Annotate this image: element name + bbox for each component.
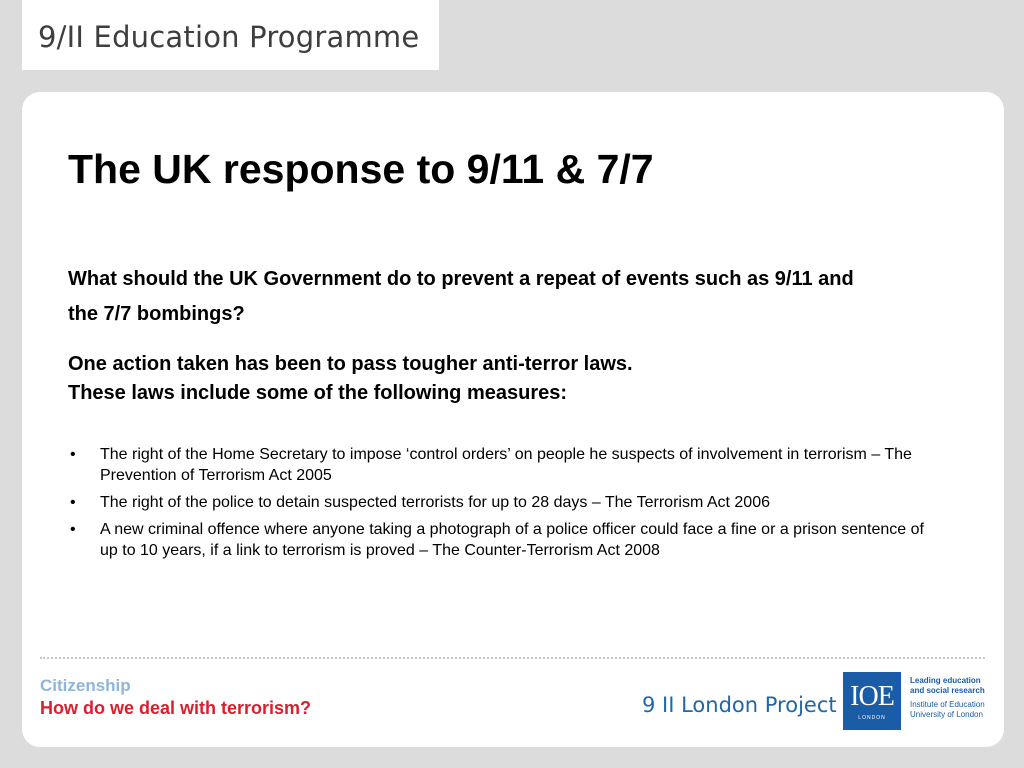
measures-list	[68, 444, 928, 567]
tagline-line-1: Leading education	[910, 676, 981, 685]
ioe-logo	[843, 672, 901, 730]
header-tab	[22, 0, 439, 70]
list-item	[68, 444, 928, 486]
slide-title: The UK response to 9/11 & 7/7	[68, 146, 654, 192]
list-item	[68, 519, 928, 561]
project-name: 9 II London Project	[642, 693, 837, 717]
subject-label: Citizenship	[40, 676, 131, 695]
intro-line-1: One action taken has been to pass tougher anti-terror laws.	[68, 353, 633, 375]
ioe-tagline	[910, 676, 1000, 720]
list-item-text: The right of the Home Secretary to impose ‘control orders’ on people he suspects of involvement in terrorism – The Prevention of Terrorism Act 2005	[100, 446, 912, 484]
footer-divider	[40, 657, 985, 659]
intro-text	[68, 350, 908, 408]
bullet-icon: •	[70, 521, 76, 538]
institute-line-2: University of London	[910, 710, 983, 719]
bullet-icon: •	[70, 494, 76, 511]
programme-title: 9/II Education Programme	[38, 20, 420, 54]
ioe-logo-letters: IOE	[850, 681, 894, 712]
list-item-text: The right of the police to detain suspected terrorists for up to 28 days – The Terrorism Act 2006	[100, 494, 770, 511]
intro-line-2: These laws include some of the following measures:	[68, 382, 568, 404]
question-text: What should the UK Government do to prevent a repeat of events such as 9/11 and the 7/7 bombings?	[68, 268, 854, 325]
list-item-text: A new criminal offence where anyone taking a photograph of a police officer could face a fine or a prison sentence of up to 10 years, if a link to terrorism is proved – The Counter-Terrorism Act 2008	[100, 521, 924, 559]
tagline-line-2: and social research	[910, 686, 985, 695]
ioe-logo-city: LONDON	[858, 715, 886, 721]
list-item	[68, 492, 928, 513]
topic-label: How do we deal with terrorism?	[40, 698, 312, 718]
institute-line-1: Institute of Education	[910, 700, 985, 709]
bullet-icon: •	[70, 446, 76, 463]
